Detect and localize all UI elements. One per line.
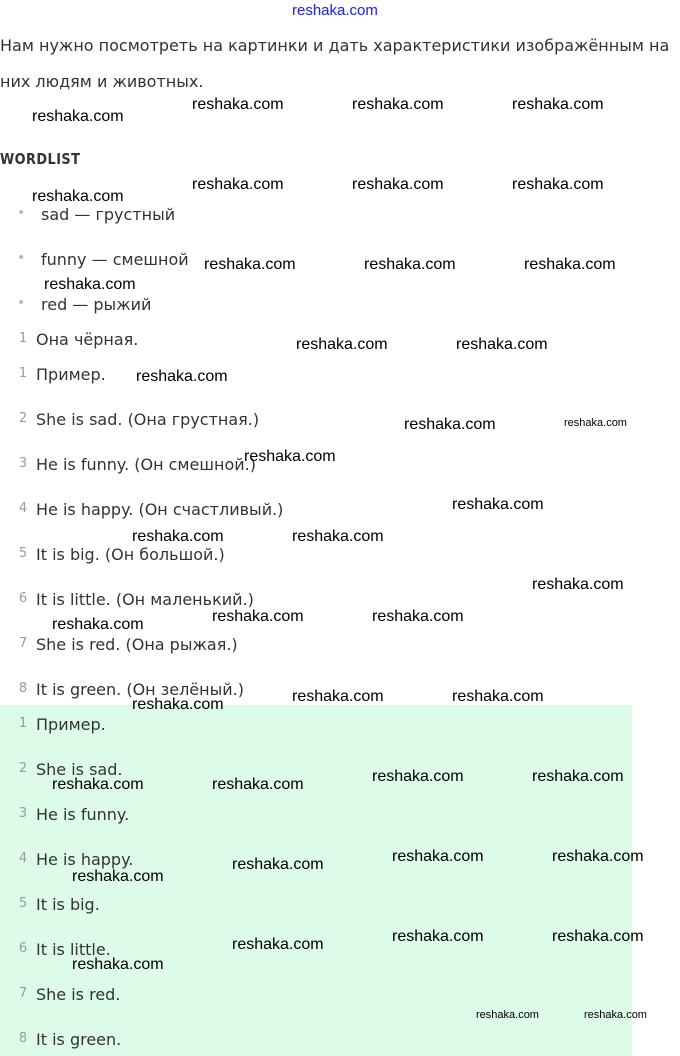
answer-row: [18, 715, 106, 734]
row-number: 3: [18, 456, 28, 471]
watermark: reshaka.com: [44, 276, 136, 293]
watermark: reshaka.com: [204, 256, 296, 273]
watermark: reshaka.com: [456, 336, 548, 353]
answer-row: [18, 805, 130, 824]
watermark: reshaka.com: [232, 936, 324, 953]
row-text: She is sad.: [36, 760, 123, 779]
watermark: reshaka.com: [244, 448, 336, 465]
watermark: reshaka.com: [512, 96, 604, 113]
row-text: It is little. (Он маленький.): [36, 590, 254, 609]
watermark: reshaka.com: [212, 608, 304, 625]
watermark: reshaka.com: [232, 856, 324, 873]
row-text: He is happy. (Он счастливый.): [36, 500, 284, 519]
row-number: 8: [18, 1031, 28, 1046]
watermark: reshaka.com: [392, 848, 484, 865]
watermark: reshaka.com: [532, 576, 624, 593]
wordlist-item-text: funny — смешной: [41, 250, 189, 269]
row-number: 1: [18, 716, 28, 731]
row-number: 3: [18, 806, 28, 821]
watermark: reshaka.com: [452, 496, 544, 513]
watermark: reshaka.com: [452, 688, 544, 705]
watermark: reshaka.com: [584, 1009, 647, 1021]
watermark: reshaka.com: [292, 528, 384, 545]
watermark: reshaka.com: [32, 108, 124, 125]
row-text: It is big.: [36, 895, 100, 914]
watermark: reshaka.com: [392, 928, 484, 945]
row-text: He is funny. (Он смешной.): [36, 455, 256, 474]
row-text: Пример.: [36, 365, 106, 384]
row-text: Пример.: [36, 715, 106, 734]
answer-row: [18, 895, 100, 914]
wordlist-item: [17, 295, 152, 314]
row-number: 4: [18, 851, 28, 866]
watermark: reshaka.com: [296, 336, 388, 353]
intro-text: Нам нужно посмотреть на картинки и дать характеристики изображённым на них людям и животных.: [0, 36, 670, 91]
answer-row: [18, 985, 121, 1004]
row-number: 1: [18, 331, 28, 346]
wordlist-item-text: red — рыжий: [41, 295, 152, 314]
row-text: He is happy.: [36, 850, 134, 869]
watermark: reshaka.com: [476, 1009, 539, 1021]
row-text: She is red.: [36, 985, 121, 1004]
watermark: reshaka.com: [32, 188, 124, 205]
site-link[interactable]: reshaka.com: [292, 2, 378, 19]
row-number: 2: [18, 411, 28, 426]
watermark: reshaka.com: [552, 928, 644, 945]
exercise-row: [18, 590, 254, 609]
row-number: 6: [18, 591, 28, 606]
watermark: reshaka.com: [72, 956, 164, 973]
wordlist-title: WORDLIST: [0, 150, 81, 168]
watermark: reshaka.com: [352, 96, 444, 113]
row-text: It is big. (Он большой.): [36, 545, 225, 564]
row-text: She is red. (Она рыжая.): [36, 635, 238, 654]
exercise-row: [18, 500, 284, 519]
exercise-row: [18, 330, 139, 349]
bullet-icon: •: [17, 205, 26, 221]
row-number: 6: [18, 941, 28, 956]
wordlist-item-text: sad — грустный: [41, 205, 176, 224]
watermark: reshaka.com: [512, 176, 604, 193]
bullet-icon: •: [17, 250, 26, 266]
watermark: reshaka.com: [372, 768, 464, 785]
watermark: reshaka.com: [52, 776, 144, 793]
exercise-row: [18, 635, 238, 654]
watermark: reshaka.com: [132, 696, 224, 713]
row-number: 1: [18, 366, 28, 381]
watermark: reshaka.com: [292, 688, 384, 705]
watermark: reshaka.com: [136, 368, 228, 385]
row-text: It is little.: [36, 940, 111, 959]
exercise-row: [18, 545, 225, 564]
row-text: It is green. (Он зелёный.): [36, 680, 244, 699]
watermark: reshaka.com: [364, 256, 456, 273]
row-number: 2: [18, 761, 28, 776]
watermark: reshaka.com: [524, 256, 616, 273]
watermark: reshaka.com: [52, 616, 144, 633]
row-text: It is green.: [36, 1030, 122, 1049]
bullet-icon: •: [17, 295, 26, 311]
answer-row: [18, 850, 134, 869]
row-number: 7: [18, 986, 28, 1001]
row-text: Она чёрная.: [36, 330, 139, 349]
watermark: reshaka.com: [212, 776, 304, 793]
watermark: reshaka.com: [372, 608, 464, 625]
row-number: 4: [18, 501, 28, 516]
watermark: reshaka.com: [132, 528, 224, 545]
row-number: 5: [18, 896, 28, 911]
row-number: 5: [18, 546, 28, 561]
watermark: reshaka.com: [72, 868, 164, 885]
watermark: reshaka.com: [192, 176, 284, 193]
row-number: 7: [18, 636, 28, 651]
watermark: reshaka.com: [564, 417, 627, 429]
row-number: 8: [18, 681, 28, 696]
watermark: reshaka.com: [532, 768, 624, 785]
watermark: reshaka.com: [192, 96, 284, 113]
exercise-row: [18, 410, 260, 429]
wordlist-item: [17, 250, 189, 269]
watermark: reshaka.com: [404, 416, 496, 433]
wordlist-item: [17, 205, 176, 224]
row-text: He is funny.: [36, 805, 130, 824]
watermark: reshaka.com: [352, 176, 444, 193]
row-text: She is sad. (Она грустная.): [36, 410, 260, 429]
exercise-row: [18, 455, 256, 474]
exercise-row: [18, 365, 106, 384]
watermark: reshaka.com: [552, 848, 644, 865]
answer-row: [18, 1030, 122, 1049]
